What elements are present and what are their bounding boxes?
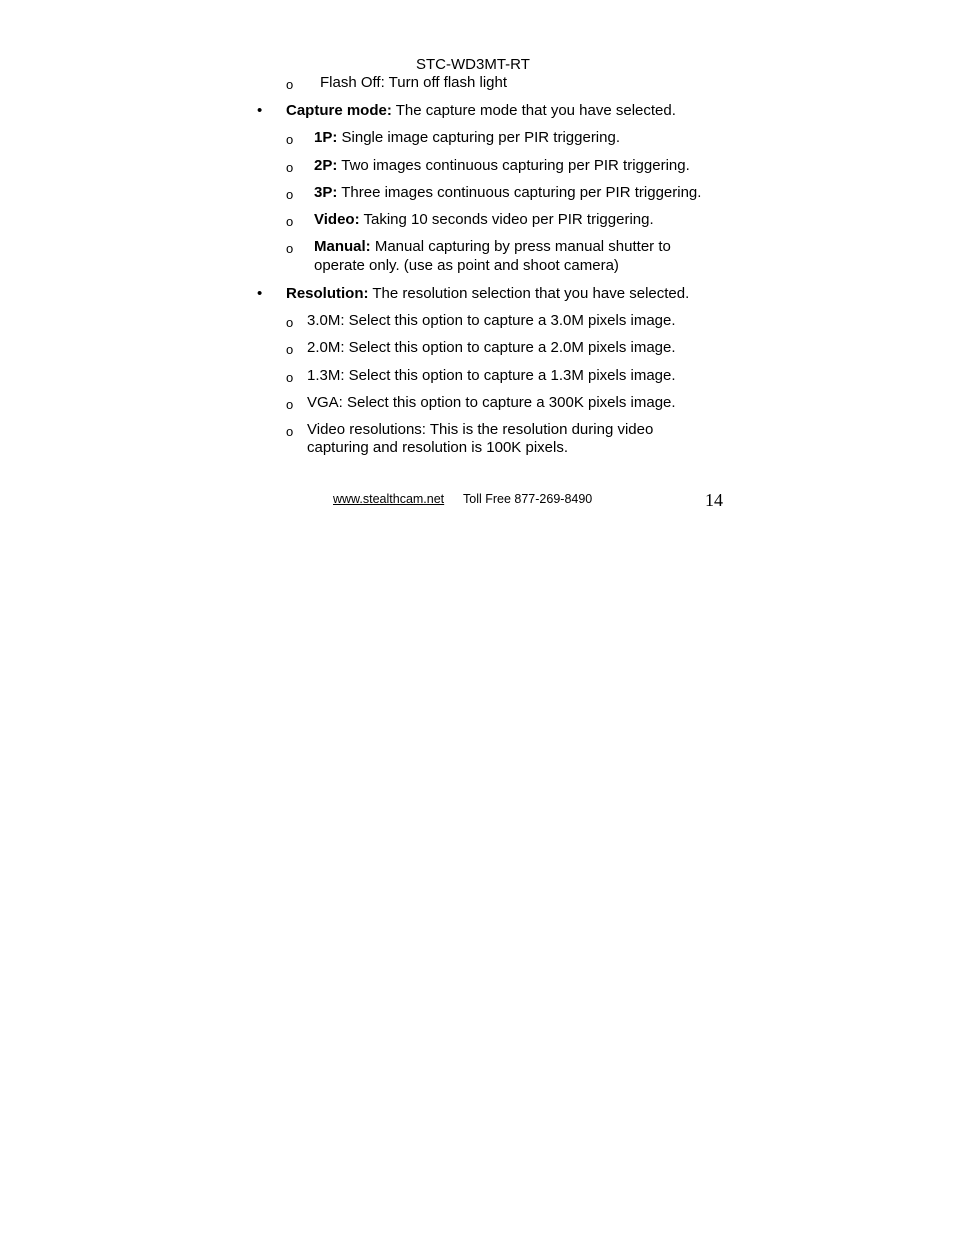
sub-bullet: o	[286, 241, 294, 256]
toll-free-phone: Toll Free 877-269-8490	[463, 492, 593, 506]
capture-mode-desc: The capture mode that you have selected.	[391, 102, 676, 119]
capture-option	[314, 238, 671, 256]
resolution-desc: The resolution selection that you have selected.	[368, 285, 690, 302]
resolution-option-continued: capturing and resolution is 100K pixels.	[307, 439, 568, 456]
page-number: 14	[705, 490, 723, 510]
capture-option	[314, 211, 654, 229]
option-label: 2P:	[314, 157, 338, 174]
option-label: Video:	[314, 211, 360, 228]
sub-bullet: o	[286, 132, 294, 147]
resolution-label: Resolution:	[286, 285, 369, 302]
sub-bullet: o	[286, 315, 294, 330]
website-link[interactable]: www.stealthcam.net	[333, 492, 445, 506]
header-model: STC-WD3MT-RT	[416, 56, 530, 73]
capture-option	[314, 184, 701, 202]
resolution-option: VGA: Select this option to capture a 300K pixels image.	[307, 394, 676, 411]
resolution-option: 2.0M: Select this option to capture a 2.0M pixels image.	[307, 339, 676, 356]
option-label: Manual:	[314, 238, 371, 255]
resolution-option: 3.0M: Select this option to capture a 3.0M pixels image.	[307, 312, 676, 329]
sub-bullet: o	[286, 187, 294, 202]
option-label: 1P:	[314, 129, 338, 146]
sub-bullet: o	[286, 160, 294, 175]
flash-off-text: Flash Off: Turn off flash light	[320, 74, 508, 91]
option-text: Single image capturing per PIR triggering.	[337, 129, 620, 146]
sub-bullet: o	[286, 397, 294, 412]
sub-bullet: o	[286, 342, 294, 357]
capture-option-continued: operate only. (use as point and shoot camera)	[314, 257, 619, 274]
bullet: •	[257, 102, 263, 119]
sub-bullet: o	[286, 370, 294, 385]
option-text: Two images continuous capturing per PIR triggering.	[337, 157, 690, 174]
capture-mode-line	[286, 102, 676, 120]
sub-bullet: o	[286, 214, 294, 229]
capture-mode-label: Capture mode:	[286, 102, 392, 119]
option-label: 3P:	[314, 184, 338, 201]
option-text: Manual capturing by press manual shutter to	[370, 238, 671, 255]
sub-bullet: o	[286, 424, 294, 439]
capture-option	[314, 157, 690, 175]
resolution-line	[286, 285, 689, 303]
resolution-option: 1.3M: Select this option to capture a 1.3M pixels image.	[307, 367, 676, 384]
sub-bullet: o	[286, 77, 294, 92]
capture-option	[314, 129, 620, 147]
option-text: Taking 10 seconds video per PIR triggering.	[359, 211, 654, 228]
resolution-option: Video resolutions: This is the resolution during video	[307, 421, 654, 438]
bullet: •	[257, 285, 263, 302]
option-text: Three images continuous capturing per PIR triggering.	[337, 184, 702, 201]
